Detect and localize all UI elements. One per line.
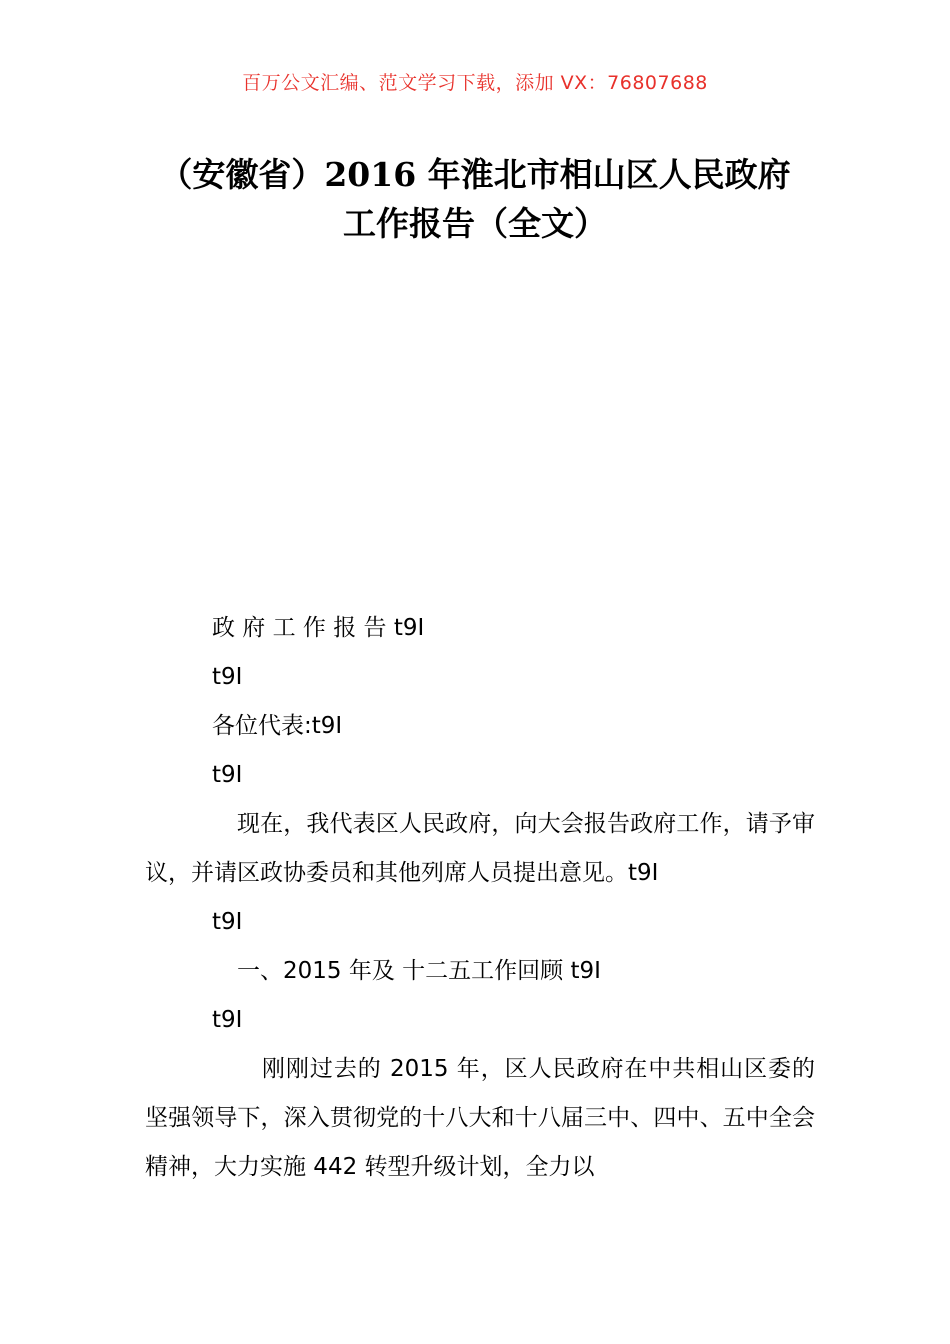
document-title: [120, 150, 830, 248]
salutation: 各位代表:t9I: [212, 713, 343, 739]
title-line-1: （安徽省）2016 年淮北市相山区人民政府: [159, 155, 791, 194]
marker-line: t9I: [212, 1007, 243, 1033]
review-paragraph: 刚刚过去的 2015 年，区人民政府在中共相山区委的坚强领导下，深入贯彻党的十八大和十八届三中、四中、五中全会精神，大力实施 442 转型升级计划，全力以: [145, 1056, 815, 1180]
section-heading: 一、2015 年及 十二五工作回顾 t9I: [237, 958, 601, 984]
title-line-2: 工作报告（全文）: [343, 204, 607, 243]
header-watermark-note: 百万公文汇编、范文学习下载，添加 VX：76807688: [242, 72, 708, 94]
marker-line: t9I: [212, 664, 243, 690]
intro-paragraph: 现在，我代表区人民政府，向大会报告政府工作，请予审议，并请区政协委员和其他列席人员提出意见。t9I: [145, 811, 815, 886]
report-heading: 政 府 工 作 报 告 t9I: [212, 615, 425, 641]
document-body: [145, 604, 815, 1192]
marker-line: t9I: [212, 909, 243, 935]
marker-line: t9I: [212, 762, 243, 788]
